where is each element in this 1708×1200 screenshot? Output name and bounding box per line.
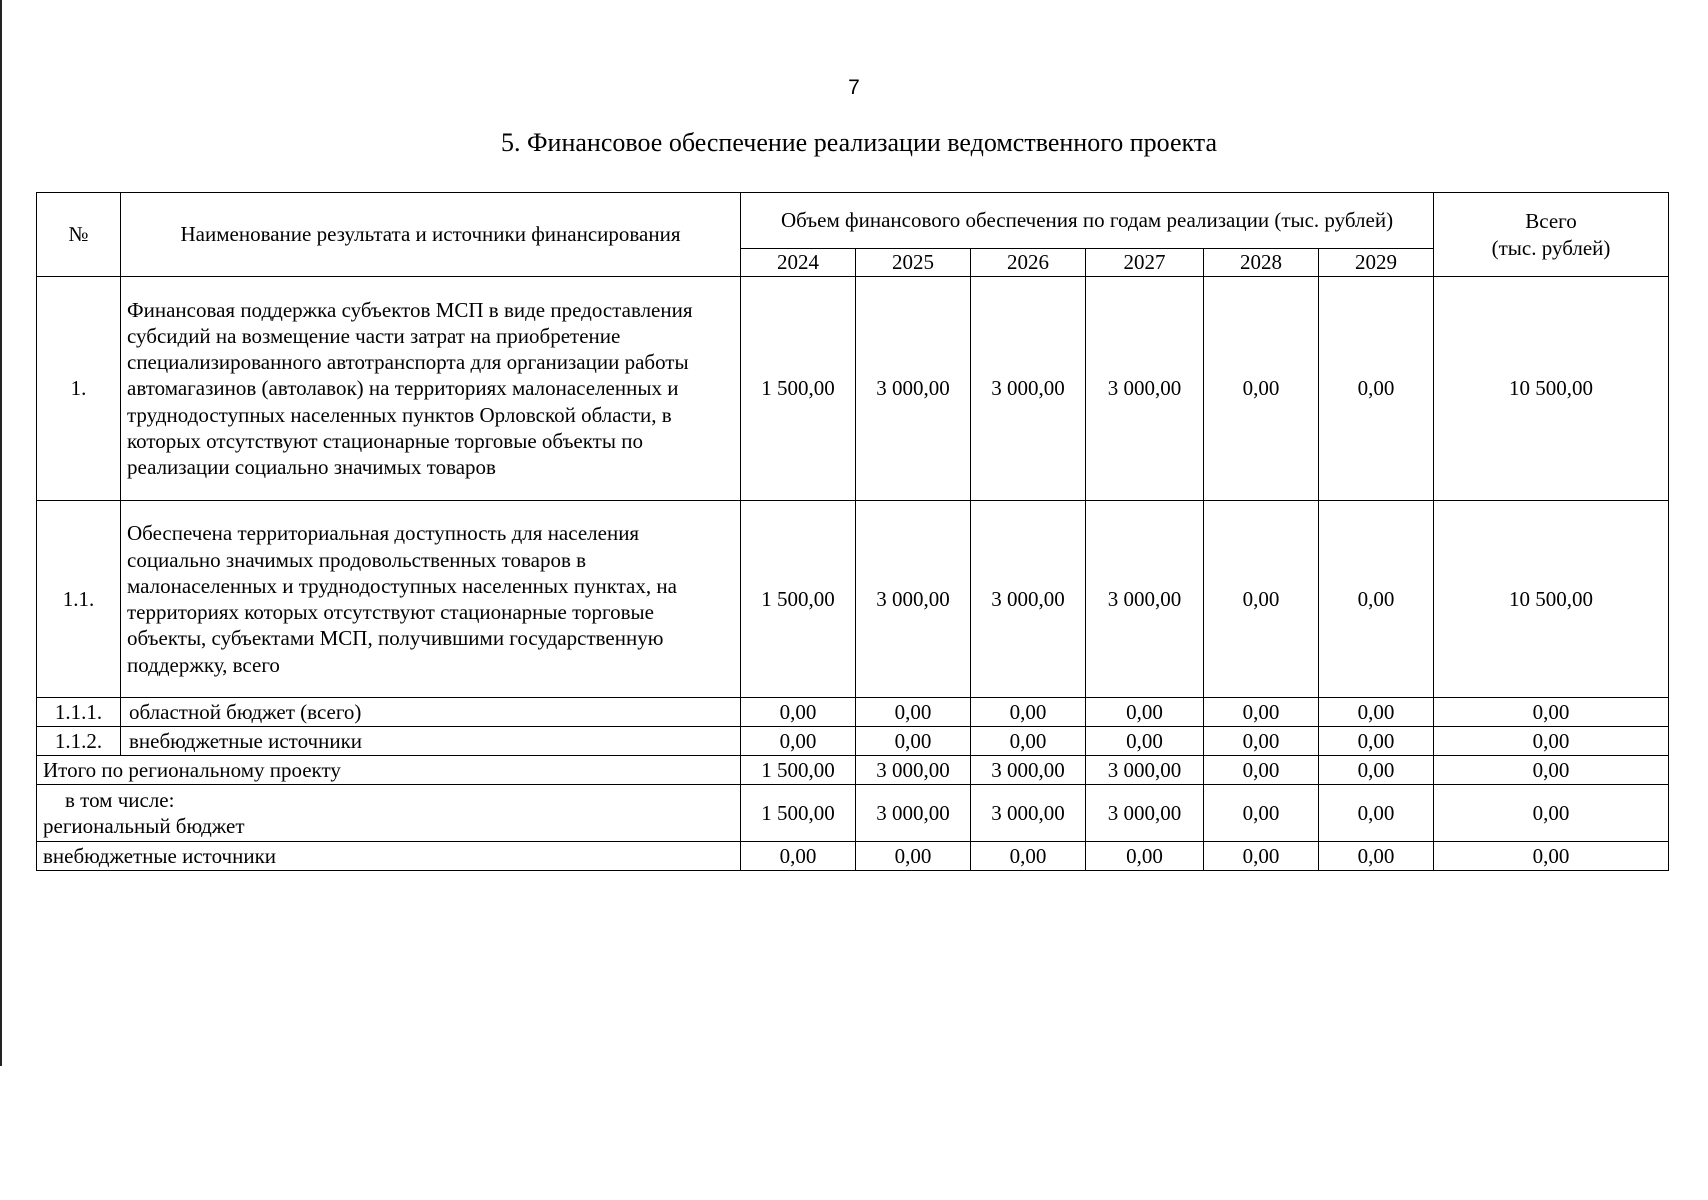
offbudget-label: внебюджетные источники [37, 842, 741, 871]
row-value: 0,00 [1204, 698, 1319, 727]
header-total [1434, 193, 1669, 277]
row-value: 0,00 [856, 698, 971, 727]
including-value: 3 000,00 [971, 785, 1086, 842]
including-value: 0,00 [1319, 785, 1434, 842]
offbudget-value: 0,00 [856, 842, 971, 871]
header-volume: Объем финансового обеспечения по годам реализации (тыс. рублей) [741, 193, 1434, 249]
row-value: 0,00 [741, 698, 856, 727]
row-value: 1 500,00 [741, 501, 856, 698]
table-row [37, 277, 1669, 501]
offbudget-value: 0,00 [741, 842, 856, 871]
including-row [37, 785, 1669, 842]
row-value: 0,00 [1319, 277, 1434, 501]
page-number: 7 [848, 76, 860, 99]
header-total-line1: Всего [1525, 209, 1577, 234]
row-total: 0,00 [1434, 727, 1669, 756]
row-value: 0,00 [971, 698, 1086, 727]
row-value: 0,00 [1319, 727, 1434, 756]
row-value: 0,00 [1319, 501, 1434, 698]
row-value: 0,00 [1086, 698, 1204, 727]
row-value: 1 500,00 [741, 277, 856, 501]
row-total: 10 500,00 [1434, 277, 1669, 501]
row-value: 0,00 [971, 727, 1086, 756]
including-label-line1: в том числе: [65, 787, 175, 812]
offbudget-value: 0,00 [1086, 842, 1204, 871]
row-value: 0,00 [741, 727, 856, 756]
including-value: 3 000,00 [1086, 785, 1204, 842]
including-total: 0,00 [1434, 785, 1669, 842]
row-value: 3 000,00 [1086, 501, 1204, 698]
row-value: 3 000,00 [971, 501, 1086, 698]
row-total: 10 500,00 [1434, 501, 1669, 698]
row-value: 3 000,00 [856, 277, 971, 501]
table-row [37, 698, 1669, 727]
financing-table [36, 192, 1669, 871]
header-year: 2029 [1319, 249, 1434, 277]
row-number: 1.1. [37, 501, 121, 698]
table-row [37, 727, 1669, 756]
row-value: 0,00 [856, 727, 971, 756]
row-value: 0,00 [1204, 277, 1319, 501]
row-name: Финансовая поддержка субъектов МСП в виде предоставления субсидий на возмещение части затрат на приобретение специализированного автотранспорта для организации работы автомагазинов (автолавок) на территориях малонаселенных и труднодоступных населенных пунктов Орловской области, в которых отсутствуют стационарные торговые объекты по реализации социально значимых товаров [121, 277, 741, 501]
including-label [37, 785, 741, 842]
section-title: 5. Финансовое обеспечение реализации ведомственного проекта [501, 128, 1217, 157]
itogo-value: 1 500,00 [741, 756, 856, 785]
header-year: 2028 [1204, 249, 1319, 277]
itogo-value: 0,00 [1204, 756, 1319, 785]
row-number: 1.1.1. [37, 698, 121, 727]
itogo-value: 3 000,00 [1086, 756, 1204, 785]
row-value: 0,00 [1204, 501, 1319, 698]
offbudget-row [37, 842, 1669, 871]
offbudget-value: 0,00 [1319, 842, 1434, 871]
itogo-value: 3 000,00 [971, 756, 1086, 785]
row-number: 1.1.2. [37, 727, 121, 756]
header-name: Наименование результата и источники финансирования [121, 193, 741, 277]
row-name: внебюджетные источники [121, 727, 741, 756]
header-year: 2025 [856, 249, 971, 277]
header-num: № [37, 193, 121, 277]
row-value: 3 000,00 [1086, 277, 1204, 501]
scan-left-edge [0, 0, 2, 1066]
row-value: 0,00 [1086, 727, 1204, 756]
itogo-value: 0,00 [1319, 756, 1434, 785]
offbudget-value: 0,00 [971, 842, 1086, 871]
including-value: 3 000,00 [856, 785, 971, 842]
header-year: 2027 [1086, 249, 1204, 277]
including-label-line2: региональный бюджет [43, 814, 245, 838]
header-total-line2: (тыс. рублей) [1491, 235, 1611, 260]
itogo-row [37, 756, 1669, 785]
header-year: 2026 [971, 249, 1086, 277]
offbudget-value: 0,00 [1204, 842, 1319, 871]
row-value: 0,00 [1319, 698, 1434, 727]
offbudget-total: 0,00 [1434, 842, 1669, 871]
row-value: 3 000,00 [971, 277, 1086, 501]
including-value: 0,00 [1204, 785, 1319, 842]
table-row [37, 501, 1669, 698]
itogo-value: 3 000,00 [856, 756, 971, 785]
header-year: 2024 [741, 249, 856, 277]
itogo-total: 0,00 [1434, 756, 1669, 785]
row-value: 0,00 [1204, 727, 1319, 756]
row-name: Обеспечена территориальная доступность для населения социально значимых продовольственных товаров в малонаселенных и труднодоступных населенных пунктах, на территориях которых отсутствуют стационарные торговые объекты, субъектами МСП, получившими государственную поддержку, всего [121, 501, 741, 698]
row-total: 0,00 [1434, 698, 1669, 727]
row-name: областной бюджет (всего) [121, 698, 741, 727]
row-value: 3 000,00 [856, 501, 971, 698]
including-value: 1 500,00 [741, 785, 856, 842]
row-number: 1. [37, 277, 121, 501]
itogo-label: Итого по региональному проекту [37, 756, 741, 785]
